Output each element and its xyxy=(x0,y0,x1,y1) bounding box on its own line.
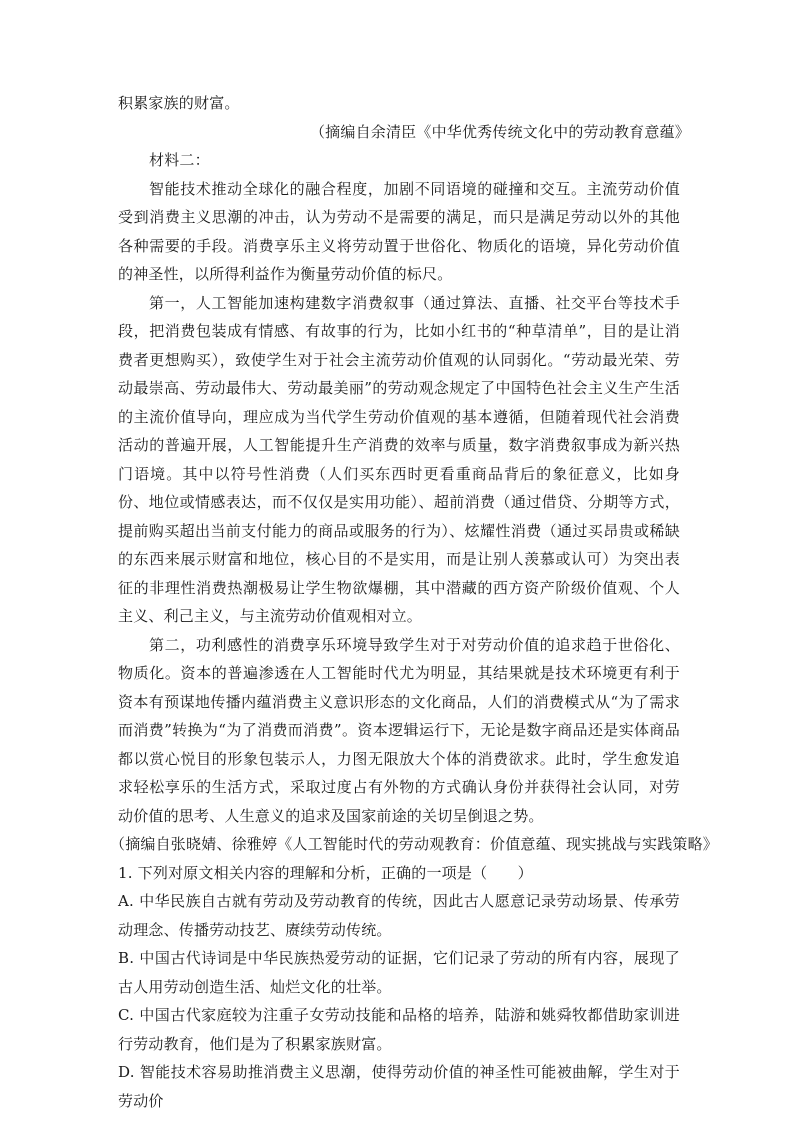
option-c: C. 中国古代家庭较为注重子女劳动技能和品格的培养，陆游和姚舜牧都借助家训进行劳动教育，他们是为了积累家族财富。 xyxy=(118,1006,680,1053)
option-b: B. 中国古代诗词是中华民族热爱劳动的证据，它们记录了劳动的所有内容，展现了古人用劳动创造生活、灿烂文化的壮举。 xyxy=(118,949,680,996)
paragraph-intro: 智能技术推动全球化的融合程度，加剧不同语境的碰撞和交互。主流劳动价值受到消费主义思潮的冲击，认为劳动不是需要的满足，而只是满足劳动以外的其他各种需要的手段。消费享乐主义将劳动置于世俗化、物质化的语境，异化劳动价值的神圣性，以所得利益作为衡量劳动价值的标尺。 xyxy=(118,179,680,283)
source-citation-1: （摘编自余清臣《中华优秀传统文化中的劳动教育意蕴》 xyxy=(309,122,690,141)
section-heading-material-2: 材料二： xyxy=(149,151,210,169)
paragraph-point-2: 第二，功利感性的消费享乐环境导致学生对于对劳动价值的追求趋于世俗化、物质化。资本的普遍渗透在人工智能时代尤为明显，其结果就是技术环境更有利于资本有预谋地传播内蕴消费主义意识形态的文化商品，人们的消费模式从“为了需求而消费”转换为“为了消费而消费”。资本逻辑运行下，无论是数字商品还是实体商品都以赏心悦目的形象包装示人，力图无限放大个体的消费欲求。此时，学生愈发追求轻松享乐的生活方式，采取过度占有外物的方式确认身份并获得社会认同，对劳动价值的思考、人生意义的追求及国家前途的关切呈倒退之势。 xyxy=(118,635,680,825)
paragraph-continuation: 积累家族的财富。 xyxy=(118,94,240,112)
question-1-stem: 1. 下列对原文相关内容的理解和分析，正确的一项是（ ） xyxy=(118,863,533,882)
paragraph-point-1: 第一，人工智能加速构建数字消费叙事（通过算法、直播、社交平台等技术手段，把消费包装成有情感、有故事的行为，比如小红书的“种草清单”，目的是让消费者更想购买），致使学生对于社会主流劳动价值观的认同弱化。“劳动最光荣、劳动最崇高、劳动最伟大、劳动最美丽”的劳动观念规定了中国特色社会主义生产生活的主流价值导向，理应成为当代学生劳动价值观的基本遵循，但随着现代社会消费活动的普遍开展，人工智能提升生产消费的效率与质量，数字消费叙事成为新兴热门语境。其中以符号性消费（人们买东西时更看重商品背后的象征意义，比如身份、地位或情感表达，而不仅仅是实用功能）、超前消费（通过借贷、分期等方式，提前购买超出当前支付能力的商品或服务的行为）、炫耀性消费（通过买昂贵或稀缺的东西来展示财富和地位，核心目的不是实用，而是让别人羡慕或认可）为突出表征的非理性消费热潮极易让学生物欲爆棚，其中潜藏的西方资产阶级价值观、个人主义、利己主义，与主流劳动价值观相对立。 xyxy=(118,293,680,625)
option-d: D. 智能技术容易助推消费主义思潮，使得劳动价值的神圣性可能被曲解，学生对于劳动价 xyxy=(118,1063,680,1110)
source-citation-2: （摘编自张晓婧、徐雅婷《人工智能时代的劳动观教育：价值意蕴、现实挑战与实践策略》 xyxy=(110,835,719,853)
option-a: A. 中华民族自古就有劳动及劳动教育的传统，因此古人愿意记录劳动场景、传承劳动理念、传播劳动技艺、赓续劳动传统。 xyxy=(118,892,680,939)
document-page xyxy=(110,89,719,1115)
